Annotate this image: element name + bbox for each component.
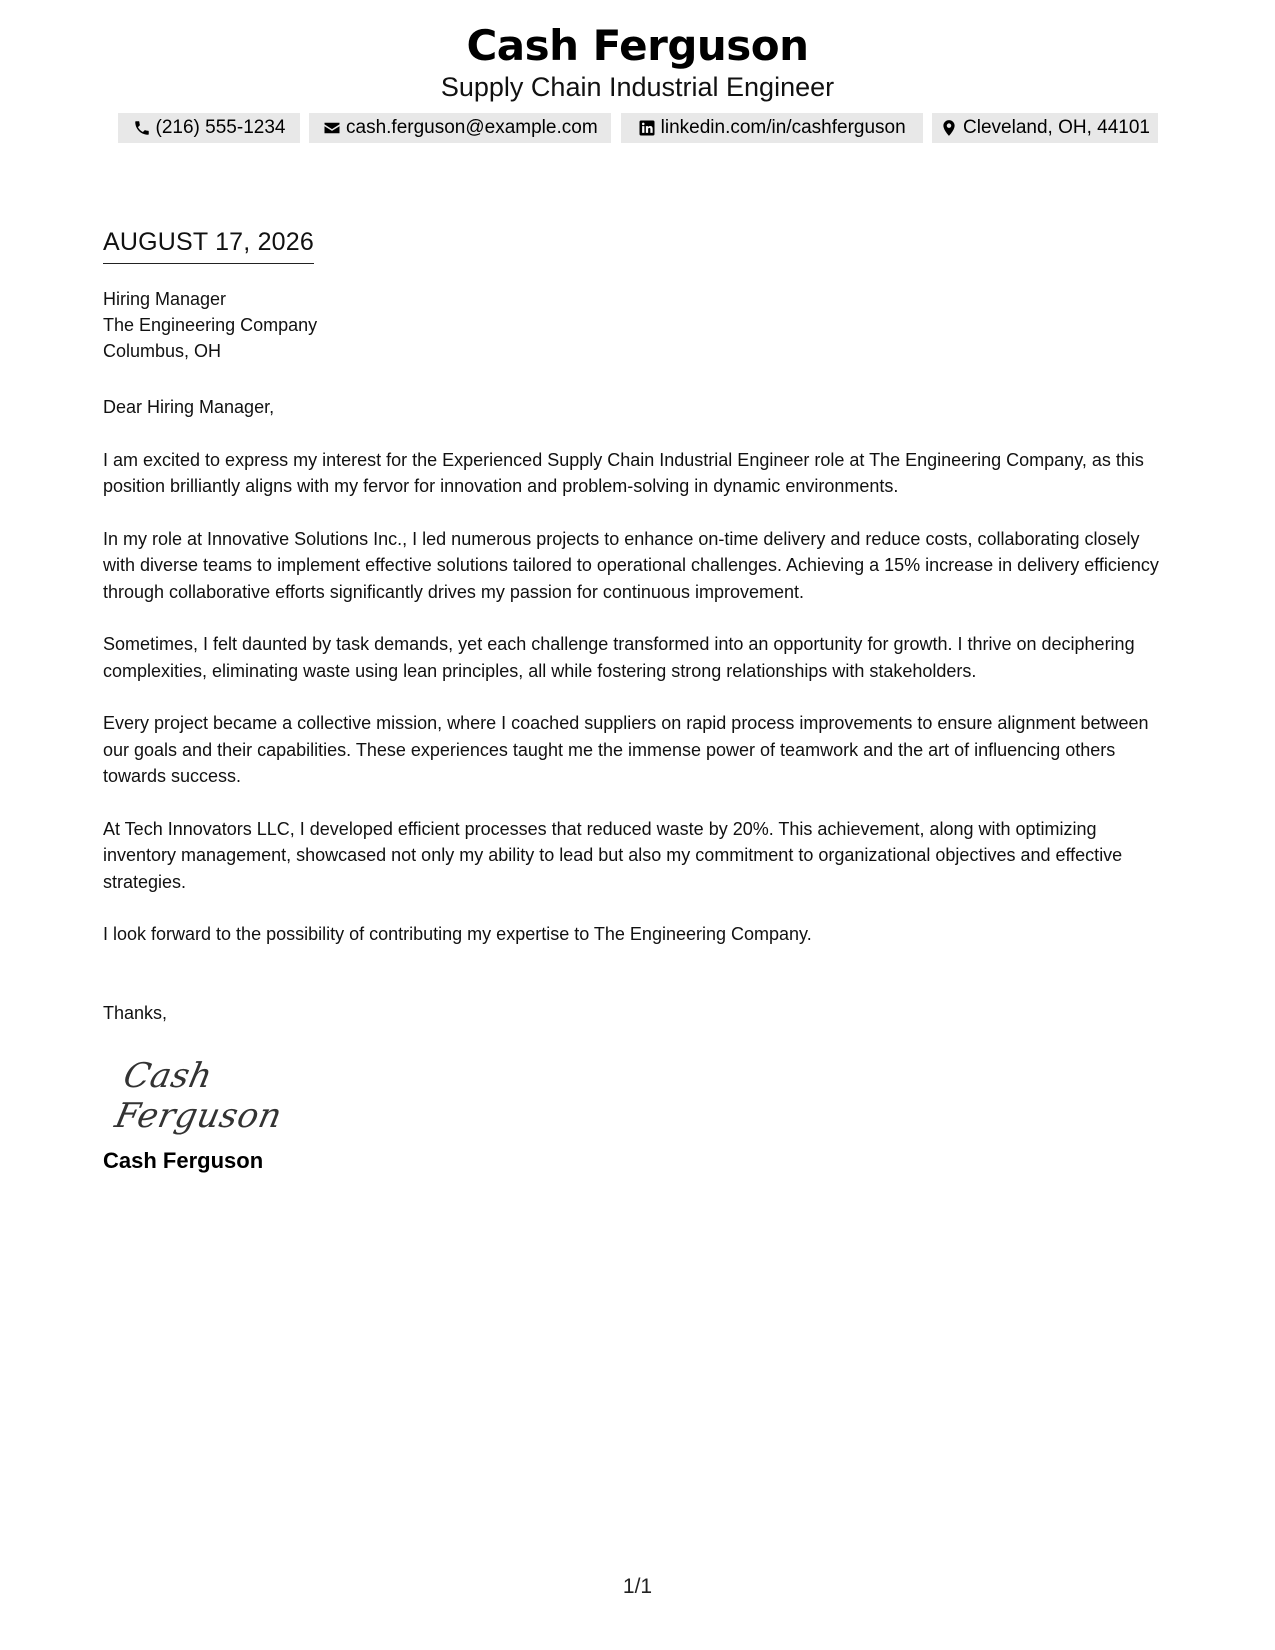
signature-text: Cash Ferguson <box>111 1056 286 1136</box>
body-paragraph: Sometimes, I felt daunted by task demands, yet each challenge transformed into an opportunity for growth. I thrive on deciphering complexities, eliminating waste using lean principles, all while fostering strong relationships with stakeholders. <box>103 634 1135 681</box>
signed-name: Cash Ferguson <box>103 1148 264 1173</box>
map-marker-icon <box>940 119 958 137</box>
applicant-name: Cash Ferguson <box>466 21 809 70</box>
contact-phone[interactable] <box>118 113 300 143</box>
recipient-block <box>103 286 317 364</box>
body-paragraph: At Tech Innovators LLC, I developed efficient processes that reduced waste by 20%. This achievement, along with optimizing inventory management, showcased not only my ability to lead but also my commitment to organizational objectives and effective strategies. <box>103 818 1123 892</box>
body-paragraph: In my role at Innovative Solutions Inc., I led numerous projects to enhance on-time delivery and reduce costs, collaborating closely with diverse teams to implement effective solutions tailored to operational challenges. Achieving a 15% increase in delivery efficiency through collaborative efforts significantly drives my passion for continuous improvement. <box>103 528 1159 602</box>
contact-bar <box>118 113 1158 143</box>
linkedin-icon <box>638 119 656 137</box>
envelope-icon <box>323 119 341 137</box>
signoff: Thanks, <box>103 1003 168 1023</box>
contact-location-text: Cleveland, OH, 44101 <box>963 117 1150 138</box>
salutation: Dear Hiring Manager, <box>103 397 275 417</box>
recipient-company: The Engineering Company <box>103 315 318 335</box>
letter-body <box>103 394 1163 974</box>
body-paragraph: Every project became a collective mission, where I coached suppliers on rapid process improvements to ensure alignment between our goals and their capabilities. These experiences taught me the immense power of teamwork and the art of influencing others towards success. <box>103 713 1149 786</box>
handwritten-signature <box>111 1056 350 1136</box>
page-number: 1/1 <box>622 1575 653 1598</box>
contact-email[interactable] <box>309 113 611 143</box>
letter-date: AUGUST 17, 2026 <box>103 228 314 264</box>
contact-email-text: cash.ferguson@example.com <box>346 117 598 138</box>
applicant-title: Supply Chain Industrial Engineer <box>440 72 835 102</box>
contact-linkedin-text: linkedin.com/in/cashferguson <box>660 117 906 138</box>
contact-phone-text: (216) 555-1234 <box>155 117 286 138</box>
recipient-role: Hiring Manager <box>103 289 227 309</box>
body-paragraph: I look forward to the possibility of contributing my expertise to The Engineering Company. <box>103 924 812 944</box>
contact-linkedin[interactable] <box>621 113 923 143</box>
body-paragraph: I am excited to express my interest for the Experienced Supply Chain Industrial Engineer role at The Engineering Company, as this position brilliantly aligns with my fervor for innovation and problem-solving in dynamic environments. <box>103 449 1144 496</box>
phone-icon <box>133 119 151 137</box>
recipient-location: Columbus, OH <box>103 341 222 361</box>
contact-location <box>932 113 1158 143</box>
